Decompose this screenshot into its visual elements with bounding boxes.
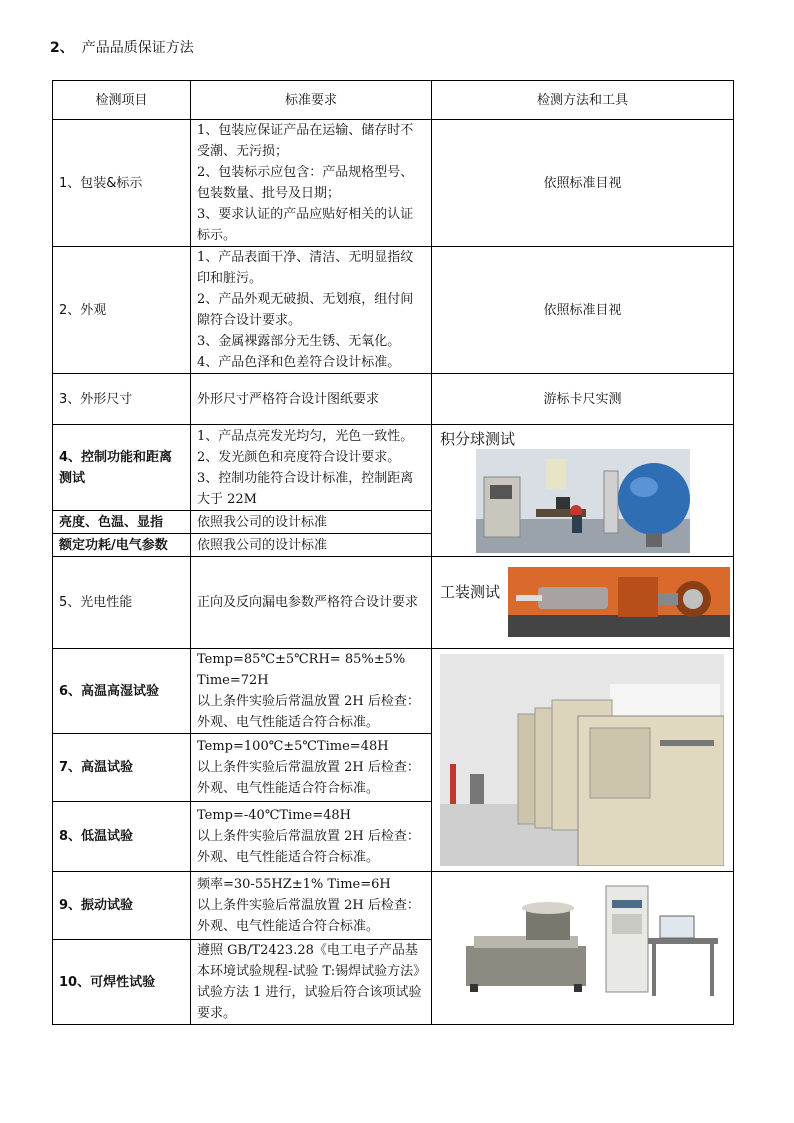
standard-line: 以上条件实验后常温放置 2H 后检查：外观、电气性能适合符合标准。 [197, 760, 420, 796]
item-cell: 额定功耗/电气参数 [53, 534, 191, 557]
standard-cell [191, 511, 432, 534]
quality-assurance-table [52, 80, 734, 1025]
method-cell: 依照标准目视 [432, 247, 734, 374]
item-cell: 9、振动试验 [53, 872, 191, 940]
standard-cell [191, 120, 432, 247]
standard-line: Temp=85℃±5℃RH= 85%±5% [197, 652, 406, 667]
standard-line: Time=72H [197, 673, 269, 688]
table-row [53, 649, 734, 734]
method-cell: 游标卡尺实测 [432, 374, 734, 425]
method-cell: 依照标准目视 [432, 120, 734, 247]
table-row [53, 120, 734, 247]
section-number: 2、 [50, 40, 74, 56]
item-cell: 1、包装&标示 [53, 120, 191, 247]
standard-line: 1、产品点亮发光均匀，光色一致性。 [197, 428, 414, 444]
standard-line: 2、产品外观无破损、无划痕，组付间隙符合设计要求。 [197, 292, 414, 328]
environmental-chambers-photo [440, 654, 724, 866]
item-cell: 亮度、色温、显指 [53, 511, 191, 534]
standard-line: 3、要求认证的产品应贴好相关的认证标示。 [197, 207, 414, 243]
standard-line: 2、包装标示应包含：产品规格型号、包装数量、批号及日期； [197, 165, 414, 201]
standard-cell [191, 557, 432, 649]
standard-cell [191, 649, 432, 734]
standard-cell [191, 247, 432, 374]
standard-line: 以上条件实验后常温放置 2H 后检查：外观、电气性能适合符合标准。 [197, 898, 420, 934]
method-cell-fixture [432, 557, 734, 649]
standard-line: 3、控制功能符合设计标准，控制距离大于 22M [197, 470, 414, 507]
table-row [53, 247, 734, 374]
standard-line: 外形尺寸严格符合设计图纸要求 [197, 391, 380, 407]
item-cell: 3、外形尺寸 [53, 374, 191, 425]
method-cell-vibration [432, 872, 734, 1025]
table-header-row [53, 81, 734, 120]
standard-cell [191, 374, 432, 425]
standard-line: Temp=100℃±5℃Time=48H [197, 739, 389, 754]
fixture-test-photo [508, 567, 730, 637]
item-cell: 7、高温试验 [53, 734, 191, 802]
standard-line: 正向及反向漏电参数严格符合设计要求 [197, 595, 419, 610]
item-cell: 2、外观 [53, 247, 191, 374]
standard-cell [191, 940, 432, 1025]
table-row [53, 425, 734, 511]
standard-cell [191, 425, 432, 511]
standard-line: 遵照 GB/T2423.28《电工电子产品基本环境试验规程-试验 T:锡焊试验方法》试验方法 1 进行，试验后符合该项试验要求。 [197, 943, 422, 1021]
standard-cell [191, 534, 432, 557]
table-row [53, 872, 734, 940]
standard-line: 依照我公司的设计标准 [197, 514, 328, 530]
standard-line: 以上条件实验后常温放置 2H 后检查：外观、电气性能适合符合标准。 [197, 829, 420, 865]
item-cell: 4、控制功能和距离测试 [53, 425, 191, 511]
method-caption: 工装测试 [440, 583, 501, 601]
item-cell: 6、高温高湿试验 [53, 649, 191, 734]
item-cell: 8、低温试验 [53, 802, 191, 872]
method-cell-integrating-sphere [432, 425, 734, 557]
section-title: 产品品质保证方法 [81, 40, 194, 56]
item-cell: 5、光电性能 [53, 557, 191, 649]
method-cell-chambers [432, 649, 734, 872]
standard-line: 4、产品色泽和色差符合设计标准。 [197, 355, 401, 370]
header-method: 检测方法和工具 [432, 81, 734, 120]
standard-cell [191, 734, 432, 802]
standard-line: 2、发光颜色和亮度符合设计要求。 [197, 449, 401, 465]
integrating-sphere-photo [476, 449, 690, 553]
vibration-tester-photo [456, 880, 722, 1006]
standard-cell [191, 872, 432, 940]
standard-line: 依照我公司的设计标准 [197, 537, 328, 553]
standard-cell [191, 802, 432, 872]
table-row [53, 374, 734, 425]
standard-line: 1、包装应保证产品在运输、储存时不受潮、无污损； [197, 123, 414, 159]
section-heading [50, 37, 194, 57]
standard-line: 3、金属裸露部分无生锈、无氧化。 [197, 334, 401, 349]
method-caption: 积分球测试 [440, 430, 516, 448]
header-item: 检测项目 [53, 81, 191, 120]
standard-line: 以上条件实验后常温放置 2H 后检查：外观、电气性能适合符合标准。 [197, 694, 420, 730]
item-cell: 10、可焊性试验 [53, 940, 191, 1025]
standard-line: 1、产品表面干净、清洁、无明显指纹印和脏污。 [197, 250, 414, 286]
header-standard: 标准要求 [191, 81, 432, 120]
standard-line: Temp=-40℃Time=48H [197, 808, 351, 823]
standard-line: 频率=30-55HZ±1% Time=6H [197, 877, 391, 892]
table-row [53, 557, 734, 649]
